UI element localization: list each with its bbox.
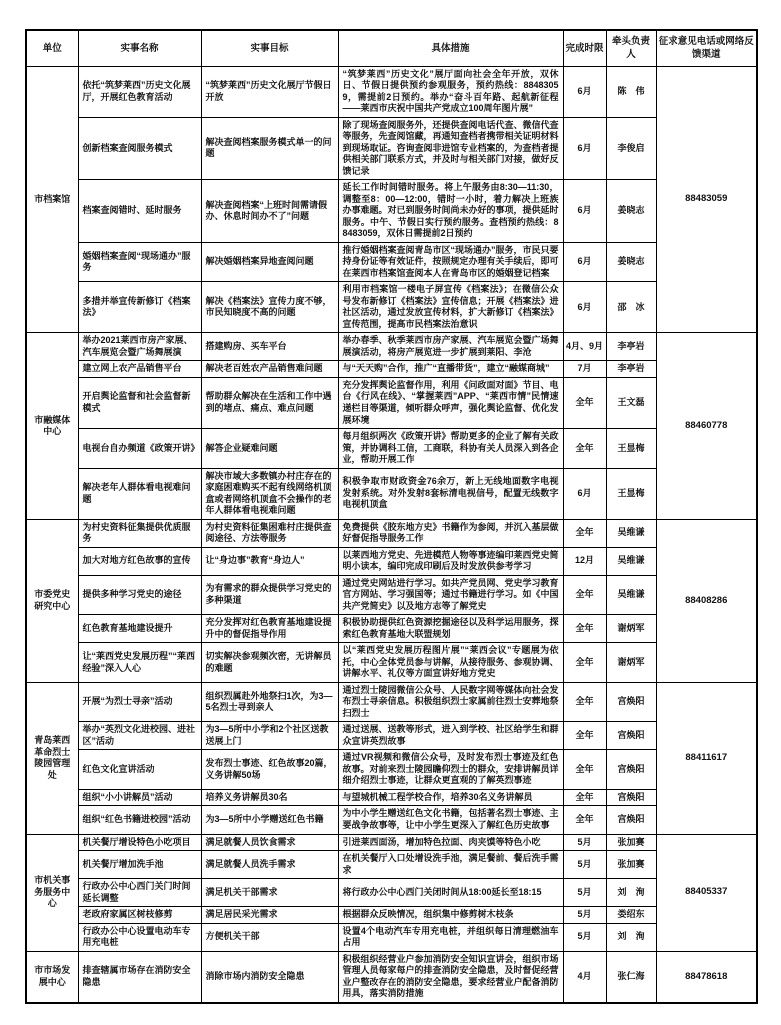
project-deadline: 全年 bbox=[563, 722, 606, 750]
project-goal: 解决婚姻档案异地查阅问题 bbox=[201, 242, 338, 282]
project-goal: 解决查阅档案“上班时间需请假办、休息时间办不了”问题 bbox=[201, 180, 338, 243]
project-deadline: 全年 bbox=[563, 750, 606, 790]
table-row bbox=[26, 879, 757, 907]
project-goal: 满足就餐人员饮食需求 bbox=[201, 834, 338, 851]
project-goal: 满足就餐人员洗手需求 bbox=[201, 851, 338, 879]
project-leader: 吴维谦 bbox=[606, 547, 656, 575]
project-title: 排查辖属市场存在消防安全隐患 bbox=[78, 951, 201, 1003]
project-measures: 举办春季、秋季莱西市房产家展、汽车展览会暨广场舞展演活动，将房产展览进一步扩展到莱阳、李沧 bbox=[338, 333, 563, 361]
project-title: 举办“英烈文化进校园、进社区”活动 bbox=[78, 722, 201, 750]
project-measures: 为中小学生赠送红色文化书籍，包括著名烈士事迹、主要战争故事等，让中小学生更深入了解红色历史故事 bbox=[338, 806, 563, 834]
table-body bbox=[26, 66, 757, 1003]
unit-name: 青岛莱西革命烈士陵园管理处 bbox=[26, 682, 78, 834]
project-measures: 积极协助提供红色资源挖掘途径以及科学运用服务，探索红色教育基地大联盟规划 bbox=[338, 615, 563, 643]
col-header-feedback-channel: 征求意见电话或网络反馈渠道 bbox=[656, 30, 757, 66]
project-leader: 陈 伟 bbox=[606, 66, 656, 117]
project-title: 老政府家属区树枝修剪 bbox=[78, 907, 201, 924]
project-title: 红色文化宣讲活动 bbox=[78, 750, 201, 790]
unit-name: 市档案馆 bbox=[26, 66, 78, 333]
project-leader: 王显梅 bbox=[606, 468, 656, 519]
project-deadline: 6月 bbox=[563, 180, 606, 243]
project-leader: 张加赛 bbox=[606, 851, 656, 879]
project-goal: 发布烈士事迹、红色故事20篇，义务讲解50场 bbox=[201, 750, 338, 790]
project-measures: 充分发挥舆论监督作用，利用《问政面对面》节目、电台《行风在线》、“掌握莱西”APP、“莱西市情”民情速递栏目等渠道，倾听群众呼声，强化舆论监督、优化发展环境 bbox=[338, 377, 563, 428]
project-goal: 为村史资料征集困难村庄提供查阅途径、方法等服务 bbox=[201, 519, 338, 547]
project-title: 提供多种学习党史的途径 bbox=[78, 575, 201, 615]
project-deadline: 4月、9月 bbox=[563, 333, 606, 361]
table-row bbox=[26, 180, 757, 243]
project-measures: 以“莱西党史发展历程图片展”“莱西会议”专题展为依托，中心全体党员参与讲解，从接待服务、参观协调、讲解水平、礼仪等方面宣讲好地方党史 bbox=[338, 643, 563, 683]
project-goal: 解决查阅档案服务模式单一的问题 bbox=[201, 117, 338, 180]
project-measures: 推行婚姻档案查阅青岛市区“现场通办”服务，市民只要持身份证等有效证件，按照规定办理有关手续后，即可在莱西市档案馆查阅本人在青岛市区的婚姻登记档案 bbox=[338, 242, 563, 282]
project-title: 为村史资料征集提供优质服务 bbox=[78, 519, 201, 547]
feedback-phone: 88483059 bbox=[656, 66, 757, 333]
project-measures: 积极争取市财政资金76余万，新上无线地面数字电视发射系统。对外发射8套标清电视信号，配置无线数字电视机顶盒 bbox=[338, 468, 563, 519]
project-title: 依托“筑梦莱西”历史文化展厅，开展红色教育活动 bbox=[78, 66, 201, 117]
project-goal: 满足机关干部需求 bbox=[201, 879, 338, 907]
project-leader: 谢炳军 bbox=[606, 643, 656, 683]
project-measures: 在机关餐厅入口处增设洗手池，满足餐前、餐后洗手需求 bbox=[338, 851, 563, 879]
project-title: 多措并举宣传新修订《档案法》 bbox=[78, 282, 201, 333]
project-title: 电视台自办频道《政策开讲》 bbox=[78, 429, 201, 469]
col-header-unit: 单位 bbox=[26, 30, 78, 66]
project-deadline: 5月 bbox=[563, 923, 606, 951]
table-row bbox=[26, 951, 757, 1003]
project-leader: 李亭岩 bbox=[606, 333, 656, 361]
project-leader: 谢炳军 bbox=[606, 615, 656, 643]
header-row bbox=[26, 30, 757, 66]
project-title: 机关餐厅增设特色小吃项目 bbox=[78, 834, 201, 851]
project-deadline: 全年 bbox=[563, 615, 606, 643]
table-row bbox=[26, 282, 757, 333]
project-leader: 刘 洵 bbox=[606, 923, 656, 951]
project-deadline: 5月 bbox=[563, 907, 606, 924]
project-leader: 姜晓志 bbox=[606, 242, 656, 282]
project-goal: 充分发挥对红色教育基地建设提升中的督促指导作用 bbox=[201, 615, 338, 643]
project-goal: 解答企业疑难问题 bbox=[201, 429, 338, 469]
table-row bbox=[26, 361, 757, 378]
project-title: 加大对地方红色故事的宣传 bbox=[78, 547, 201, 575]
project-leader: 宫焕阳 bbox=[606, 682, 656, 722]
project-leader: 王显梅 bbox=[606, 429, 656, 469]
table-row bbox=[26, 547, 757, 575]
table-header bbox=[26, 30, 757, 66]
project-deadline: 6月 bbox=[563, 66, 606, 117]
project-title: 解决老年人群体看电视难问题 bbox=[78, 468, 201, 519]
unit-name: 市委党史研究中心 bbox=[26, 519, 78, 682]
table-row bbox=[26, 851, 757, 879]
project-leader: 王文磊 bbox=[606, 377, 656, 428]
project-measures: 通过党史网站进行学习。如共产党员网、党史学习教育官方网站、学习强国等；通过书籍进行学习。如《中国共产党简史》以及地方志等了解党史 bbox=[338, 575, 563, 615]
table-row bbox=[26, 66, 757, 117]
project-leader: 张加赛 bbox=[606, 834, 656, 851]
unit-name: 市融媒体中心 bbox=[26, 333, 78, 519]
table-row bbox=[26, 377, 757, 428]
col-header-project-goal: 实事目标 bbox=[201, 30, 338, 66]
project-title: 行政办公中心西门关门时间延长调整 bbox=[78, 879, 201, 907]
project-goal: 消除市场内消防安全隐患 bbox=[201, 951, 338, 1003]
project-leader: 刘 洵 bbox=[606, 879, 656, 907]
project-goal: 让“身边事”教育“身边人” bbox=[201, 547, 338, 575]
project-leader: 李俊启 bbox=[606, 117, 656, 180]
project-deadline: 全年 bbox=[563, 643, 606, 683]
feedback-phone: 88411617 bbox=[656, 682, 757, 834]
table-row bbox=[26, 806, 757, 834]
project-measures: 通过VR视频和微信公众号，及时发布烈士事迹及红色故事。对前来烈士陵园瞻仰烈士的群众，安排讲解员详细介绍烈士事迹，让群众更直观的了解英烈事迹 bbox=[338, 750, 563, 790]
project-goal: “筑梦莱西”历史文化展厅节假日开放 bbox=[201, 66, 338, 117]
project-deadline: 全年 bbox=[563, 789, 606, 806]
project-measures: 引进莱西面汤，增加特色拉面、肉夹馍等特色小吃 bbox=[338, 834, 563, 851]
feedback-phone: 88408286 bbox=[656, 519, 757, 682]
project-measures: 除了现场查阅服务外，还提供查阅电话代查、微信代查等服务，先查阅馆藏，再通知查档者携带相关证明材料到现场取证。咨询查阅非进馆专业档案的，为查档者提供相关部门联系方式，并及时与相关部门对接，做好反馈记录 bbox=[338, 117, 563, 180]
project-deadline: 6月 bbox=[563, 468, 606, 519]
table-row bbox=[26, 789, 757, 806]
table-row bbox=[26, 242, 757, 282]
project-leader: 姜晓志 bbox=[606, 180, 656, 243]
project-goal: 为3—5所中小学赠送红色书籍 bbox=[201, 806, 338, 834]
table-row bbox=[26, 682, 757, 722]
project-title: 开展“为烈士寻亲”活动 bbox=[78, 682, 201, 722]
project-goal: 方便机关干部 bbox=[201, 923, 338, 951]
project-deadline: 全年 bbox=[563, 575, 606, 615]
col-header-measures: 具体措施 bbox=[338, 30, 563, 66]
project-deadline: 7月 bbox=[563, 361, 606, 378]
table-row bbox=[26, 468, 757, 519]
project-title: 红色教育基地建设提升 bbox=[78, 615, 201, 643]
project-measures: 延长工作时间错时服务。将上午服务由8:30—11:30，调整至8：00—12:00，错时一小时，着力解决上班族办事难题。对已到服务时间尚未办好的事项，提供延时服务。中午、节假日实行预约服务。查档预约热线：88483059，双休日需提前2日预约 bbox=[338, 180, 563, 243]
project-deadline: 6月 bbox=[563, 117, 606, 180]
project-deadline: 全年 bbox=[563, 519, 606, 547]
table-row bbox=[26, 575, 757, 615]
project-measures: 利用市档案馆一楼电子屏宣传《档案法》；在微信公众号发布新修订《档案法》宣传信息；开展《档案法》进社区活动，通过发放宣传材料，扩大新修订《档案法》宣传范围，提高市民档案法治意识 bbox=[338, 282, 563, 333]
project-measures: 以莱西地方党史、先进模范人物等事迹编印莱西党史简明小读本，编印完成印刷后及时发放供参考学习 bbox=[338, 547, 563, 575]
project-goal: 帮助群众解决在生活和工作中遇到的堵点、痛点、难点问题 bbox=[201, 377, 338, 428]
project-deadline: 5月 bbox=[563, 834, 606, 851]
projects-table bbox=[25, 29, 758, 1004]
col-header-leader: 牵头负责人 bbox=[606, 30, 656, 66]
project-goal: 满足居民采光需求 bbox=[201, 907, 338, 924]
project-measures: 通过送展、送教等形式，进入到学校、社区给学生和群众宣讲英烈故事 bbox=[338, 722, 563, 750]
table-row bbox=[26, 615, 757, 643]
project-title: 开启舆论监督和社会监督新模式 bbox=[78, 377, 201, 428]
project-deadline: 6月 bbox=[563, 242, 606, 282]
table-row bbox=[26, 333, 757, 361]
table-row bbox=[26, 750, 757, 790]
project-measures: 积极组织经营业户参加消防安全知识宣讲会，组织市场管理人员每家每户的排查消防安全隐患，及时督促经营业户整改存在的消防安全隐患，要求经营业户配备消防用具，落实消防措施 bbox=[338, 951, 563, 1003]
project-measures: 根据群众反映情况，组织集中修剪树木枝条 bbox=[338, 907, 563, 924]
unit-name: 市市场发展中心 bbox=[26, 951, 78, 1003]
col-header-project-name: 实事名称 bbox=[78, 30, 201, 66]
project-goal: 组织烈属赴外地祭扫1次，为3—5名烈士寻到亲人 bbox=[201, 682, 338, 722]
project-title: 建立网上农产品销售平台 bbox=[78, 361, 201, 378]
project-deadline: 6月 bbox=[563, 282, 606, 333]
project-measures: 设置4个电动汽车专用充电桩，并组织每日清理燃油车占用 bbox=[338, 923, 563, 951]
project-deadline: 全年 bbox=[563, 682, 606, 722]
project-goal: 切实解决参观频次密，无讲解员的难题 bbox=[201, 643, 338, 683]
project-title: 行政办公中心设置电动车专用充电桩 bbox=[78, 923, 201, 951]
project-leader: 娄绍东 bbox=[606, 907, 656, 924]
project-goal: 解决市域大多数镇办村庄存在的家庭困难购买不起有线网络机顶盒或者网络机顶盒不会操作的老年人群体看电视难问题 bbox=[201, 468, 338, 519]
feedback-phone: 88460778 bbox=[656, 333, 757, 519]
project-title: 组织“小小讲解员”活动 bbox=[78, 789, 201, 806]
project-leader: 邵 冰 bbox=[606, 282, 656, 333]
project-goal: 解决《档案法》宣传力度不够，市民知晓度不高的问题 bbox=[201, 282, 338, 333]
project-goal: 为有需求的群众提供学习党史的多种渠道 bbox=[201, 575, 338, 615]
project-deadline: 5月 bbox=[563, 879, 606, 907]
project-deadline: 5月 bbox=[563, 851, 606, 879]
table-row bbox=[26, 519, 757, 547]
table-row bbox=[26, 923, 757, 951]
project-title: 让“莱西党史发展历程”“莱西经验”深入人心 bbox=[78, 643, 201, 683]
project-measures: 与“天天购”合作，推广“直播带货”，建立“融媒商城” bbox=[338, 361, 563, 378]
col-header-deadline: 完成时限 bbox=[563, 30, 606, 66]
project-goal: 培养义务讲解员30名 bbox=[201, 789, 338, 806]
table-row bbox=[26, 643, 757, 683]
project-leader: 宫焕阳 bbox=[606, 806, 656, 834]
project-leader: 吴维谦 bbox=[606, 575, 656, 615]
project-title: 创新档案查阅服务模式 bbox=[78, 117, 201, 180]
table-row bbox=[26, 117, 757, 180]
project-leader: 宫焕阳 bbox=[606, 789, 656, 806]
project-measures: 与望城机械工程学校合作，培养30名义务讲解员 bbox=[338, 789, 563, 806]
project-leader: 宫焕阳 bbox=[606, 750, 656, 790]
project-title: 档案查阅错时、延时服务 bbox=[78, 180, 201, 243]
project-title: 举办2021莱西市房产家展、汽车展览会暨广场舞展演 bbox=[78, 333, 201, 361]
project-goal: 为3—5所中小学和2个社区送教送展上门 bbox=[201, 722, 338, 750]
table-row bbox=[26, 429, 757, 469]
project-leader: 张仁海 bbox=[606, 951, 656, 1003]
table-row bbox=[26, 834, 757, 851]
project-leader: 宫焕阳 bbox=[606, 722, 656, 750]
table-row bbox=[26, 722, 757, 750]
project-measures: 通过烈士陵园微信公众号、人民数字网等媒体向社会发布烈士寻亲信息。积极组织烈士家属前往烈士安葬地祭扫烈士 bbox=[338, 682, 563, 722]
project-title: 机关餐厅增加洗手池 bbox=[78, 851, 201, 879]
feedback-phone: 88478618 bbox=[656, 951, 757, 1003]
project-deadline: 全年 bbox=[563, 377, 606, 428]
unit-name: 市机关事务服务中心 bbox=[26, 834, 78, 951]
project-title: 组织“红色书籍进校园”活动 bbox=[78, 806, 201, 834]
project-measures: 每月组织两次《政策开讲》帮助更多的企业了解有关政策，并协调科工信，工商联，科协有关人员深入到各企业，帮助开展工作 bbox=[338, 429, 563, 469]
project-measures: 将行政办公中心西门关闭时间从18:00延长至18:15 bbox=[338, 879, 563, 907]
feedback-phone: 88405337 bbox=[656, 834, 757, 951]
project-deadline: 4月 bbox=[563, 951, 606, 1003]
table-row bbox=[26, 907, 757, 924]
project-deadline: 12月 bbox=[563, 547, 606, 575]
project-measures: 免费提供《胶东地方史》书籍作为参阅，并沉入基层做好督促指导服务工作 bbox=[338, 519, 563, 547]
project-goal: 解决老百姓农产品销售难问题 bbox=[201, 361, 338, 378]
project-deadline: 全年 bbox=[563, 806, 606, 834]
project-measures: “筑梦莱西”历史文化”展厅面向社会全年开放，双休日、节假日提供预约参观服务，预约热线：88483059，需提前2日预约。举办“奋斗百年路、起航新征程——莱西市庆祝中国共产党成立100周年图片展” bbox=[338, 66, 563, 117]
project-title: 婚姻档案查阅“现场通办”服务 bbox=[78, 242, 201, 282]
project-leader: 李亭岩 bbox=[606, 361, 656, 378]
project-goal: 搭建购房、买车平台 bbox=[201, 333, 338, 361]
project-deadline: 全年 bbox=[563, 429, 606, 469]
project-leader: 吴维谦 bbox=[606, 519, 656, 547]
